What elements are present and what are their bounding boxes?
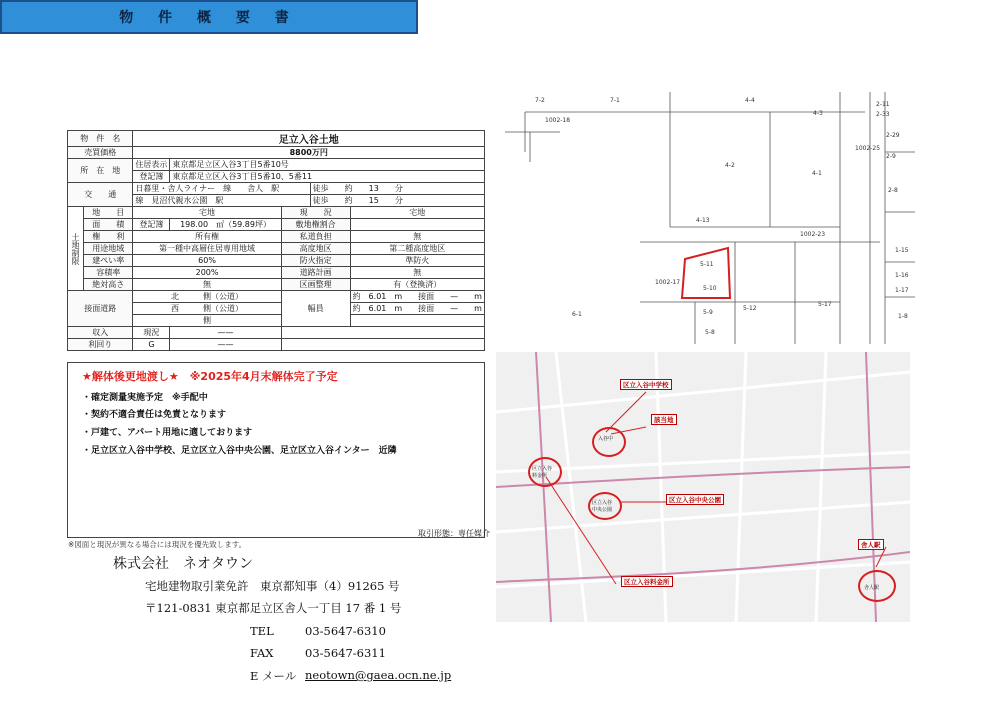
map-label-school: 区立入谷中学校 xyxy=(620,379,672,390)
walk-time-1: 徒歩 約 13 分 xyxy=(310,183,484,195)
transaction-type: 取引形態：専任媒介 xyxy=(418,529,490,538)
remark-item: ・契約不適合責任は免責となります xyxy=(82,410,227,420)
svg-text:5-9: 5-9 xyxy=(703,309,713,316)
svg-text:2-11: 2-11 xyxy=(876,101,890,108)
road-side-1: 北 側（公道） xyxy=(133,291,281,303)
yield-blank xyxy=(281,339,484,351)
remarks-box xyxy=(67,362,485,538)
svg-text:1002-25: 1002-25 xyxy=(855,145,881,152)
svg-text:5-17: 5-17 xyxy=(818,301,832,308)
yield-key: G xyxy=(133,339,170,351)
remark-item: ・確定測量実施予定 ※手配中 xyxy=(82,393,208,403)
map-label-park: 区立入谷中央公園 xyxy=(666,494,724,505)
road-width-3 xyxy=(350,315,484,327)
address-label-2: 登記簿 xyxy=(133,171,170,183)
spec-key: 区画整理 xyxy=(281,279,350,291)
svg-text:2-29: 2-29 xyxy=(886,132,900,139)
income-label: 収入 xyxy=(68,327,133,339)
area-map xyxy=(496,352,910,622)
svg-text:4-3: 4-3 xyxy=(813,110,823,117)
svg-text:7-1: 7-1 xyxy=(610,97,620,104)
svg-text:5-12: 5-12 xyxy=(743,305,757,312)
svg-text:1002-23: 1002-23 xyxy=(800,231,826,238)
tel-label: TEL xyxy=(250,624,274,638)
svg-text:7-2: 7-2 xyxy=(535,97,545,104)
email-label: E メール xyxy=(250,669,297,683)
email-address[interactable]: neotown@gaea.ocn.ne.jp xyxy=(305,668,452,682)
walk-time-2: 徒歩 約 15 分 xyxy=(310,195,484,207)
remarks-headline: ★解体後更地渡し★ ※2025年4月末解体完了予定 xyxy=(82,370,338,383)
spec-value: 所有権 xyxy=(133,231,281,243)
spec-value: 無 xyxy=(350,231,484,243)
map-label-office: 区立入谷料金所 xyxy=(621,576,673,587)
map-poi-station: 舎人駅 xyxy=(864,585,880,591)
spec-key: 容積率 xyxy=(84,267,133,279)
svg-text:4-2: 4-2 xyxy=(725,162,735,169)
yield-label: 利回り xyxy=(68,339,133,351)
fax-number: 03-5647-6311 xyxy=(305,646,386,660)
svg-text:2-33: 2-33 xyxy=(876,111,890,118)
spec-value xyxy=(350,219,484,231)
svg-text:2-9: 2-9 xyxy=(886,153,896,160)
company-name: 株式会社 ネオタウン xyxy=(113,556,253,572)
lot-plat-map xyxy=(500,92,990,344)
school-circle xyxy=(592,427,626,457)
svg-text:5-11: 5-11 xyxy=(700,261,714,268)
spec-key: 防火指定 xyxy=(281,255,350,267)
map-poi-office: 区立入谷料金所 xyxy=(532,466,553,479)
spec-key: 高度地区 xyxy=(281,243,350,255)
income-value: —— xyxy=(170,327,281,339)
remark-item: ・戸建て、アパート用地に適しております xyxy=(82,428,253,438)
address-2: 東京都足立区入谷3丁目5番10、5番11 xyxy=(170,171,485,183)
map-streets xyxy=(496,352,910,622)
license-number: 宅地建物取引業免許 東京都知事（4）91265 号 xyxy=(145,579,400,593)
svg-text:1002-18: 1002-18 xyxy=(545,117,571,124)
address-label-1: 住居表示 xyxy=(133,159,170,171)
spec-key: 建ぺい率 xyxy=(84,255,133,267)
property-name: 足立入谷土地 xyxy=(133,131,485,147)
spec-key: 権 利 xyxy=(84,231,133,243)
banner-title: 物 件 概 要 書 xyxy=(119,10,299,26)
road-label: 接面道路 xyxy=(68,291,133,327)
name-label: 物 件 名 xyxy=(68,131,133,147)
spec-key: 地 目 xyxy=(84,207,133,219)
income-key: 現況 xyxy=(133,327,170,339)
road-width-label: 幅員 xyxy=(281,291,350,327)
spec-key-sub: 登記簿 xyxy=(133,219,170,231)
svg-text:1002-17: 1002-17 xyxy=(655,279,681,286)
spec-key: 面 積 xyxy=(84,219,133,231)
svg-text:4-13: 4-13 xyxy=(696,217,710,224)
road-side-2: 西 側（公道） xyxy=(133,303,281,315)
spec-value: 第二種高度地区 xyxy=(350,243,484,255)
spec-value: 有（登換済） xyxy=(350,279,484,291)
location-label: 所 在 地 xyxy=(68,159,133,183)
price-value: 8800万円 xyxy=(133,147,485,159)
svg-text:2-8: 2-8 xyxy=(888,187,898,194)
spec-key: 敷地権割合 xyxy=(281,219,350,231)
spec-value: 宅地 xyxy=(133,207,281,219)
tel-number: 03-5647-6310 xyxy=(305,624,386,638)
spec-value: 198.00 ㎡（59.89坪） xyxy=(170,219,281,231)
map-label-station: 舎人駅 xyxy=(858,539,884,550)
svg-text:4-1: 4-1 xyxy=(812,170,822,177)
price-label: 売買価格 xyxy=(68,147,133,159)
svg-text:4-4: 4-4 xyxy=(745,97,755,104)
svg-text:1-15: 1-15 xyxy=(895,247,909,254)
svg-text:1-17: 1-17 xyxy=(895,287,909,294)
spec-value: 無 xyxy=(350,267,484,279)
svg-text:5-10: 5-10 xyxy=(703,285,717,292)
svg-text:1-16: 1-16 xyxy=(895,272,909,279)
spec-key: 絶対高さ xyxy=(84,279,133,291)
svg-text:5-8: 5-8 xyxy=(705,329,715,336)
spec-key: 道路計画 xyxy=(281,267,350,279)
yield-value: —— xyxy=(170,339,281,351)
traffic-label: 交 通 xyxy=(68,183,133,207)
road-width-1: 約 6.01 m 接面 — m xyxy=(350,291,484,303)
fax-label: FAX xyxy=(250,646,274,660)
transit-line-2: 線 見沼代親水公園 駅 xyxy=(133,195,310,207)
svg-text:1-8: 1-8 xyxy=(898,313,908,320)
spec-value: 宅地 xyxy=(350,207,484,219)
spec-key: 私道負担 xyxy=(281,231,350,243)
spec-key: 現 況 xyxy=(281,207,350,219)
map-poi-park: 区立入谷中央公園 xyxy=(592,500,613,513)
transit-line-1: 日暮里・舎人ライナー 線 舎人 駅 xyxy=(133,183,310,195)
road-side-3: 側 xyxy=(133,315,281,327)
income-blank xyxy=(281,327,484,339)
spec-key: 用途地域 xyxy=(84,243,133,255)
spec-value: 200% xyxy=(133,267,281,279)
header-banner xyxy=(0,0,418,34)
map-poi-school: 入谷中 xyxy=(598,436,614,442)
land-restriction-label: 土地制限 xyxy=(68,207,84,291)
disclaimer-note: ※図面と現況が異なる場合には現況を優先致します。 xyxy=(68,540,247,549)
map-label-site: 該当地 xyxy=(651,414,677,425)
address-1: 東京都足立区入谷3丁目5番10号 xyxy=(170,159,485,171)
svg-text:6-1: 6-1 xyxy=(572,311,582,318)
spec-value: 準防火 xyxy=(350,255,484,267)
spec-value: 第一種中高層住居専用地域 xyxy=(133,243,281,255)
spec-value: 無 xyxy=(133,279,281,291)
company-address: 〒121-0831 東京都足立区舎人一丁目 17 番 1 号 xyxy=(145,601,402,615)
road-width-2: 約 6.01 m 接面 — m xyxy=(350,303,484,315)
remark-item: ・足立区立入谷中学校、足立区立入谷中央公園、足立区立入谷インター 近隣 xyxy=(82,446,397,456)
spec-value: 60% xyxy=(133,255,281,267)
property-spec-table xyxy=(67,130,485,351)
